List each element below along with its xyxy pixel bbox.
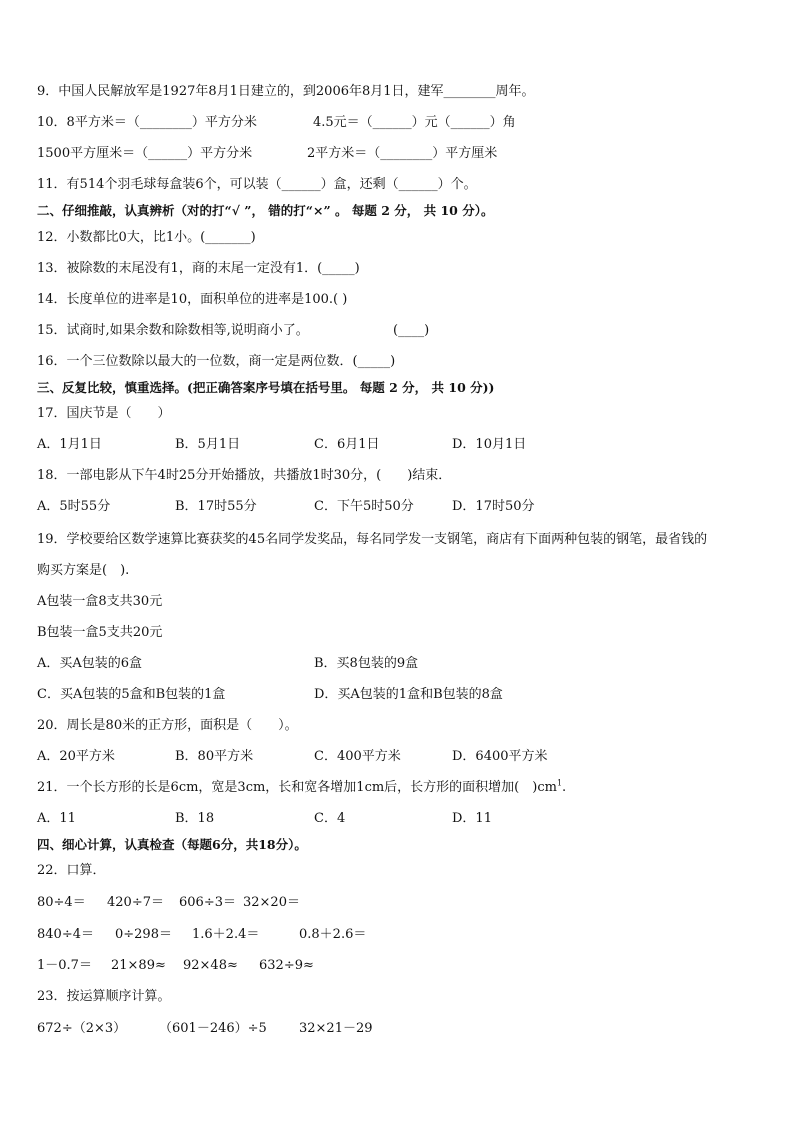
question-10-part-b: 4.5元＝（______）元（______）角 xyxy=(313,115,516,130)
calc-item: 92×48≈ xyxy=(183,958,238,973)
calc-item: 1.6＋2.4＝ xyxy=(192,927,260,942)
calc-item: 1－0.7＝ xyxy=(37,958,92,973)
question-20: 20．周长是80米的正方形，面积是（ ）。 xyxy=(37,718,298,733)
calc-item: 21×89≈ xyxy=(111,958,166,973)
question-16: 16．一个三位数除以最大的一位数，商一定是两位数．(_____) xyxy=(37,354,396,369)
option-c: C．400平方米 xyxy=(314,749,401,764)
calc-item: 606÷3＝ xyxy=(179,895,236,910)
section-4-heading: 四、细心计算，认真检查（每题6分，共18分）。 xyxy=(37,837,307,852)
question-19-package-a: A包装一盒8支共30元 xyxy=(37,594,163,609)
calc-item: 0÷298＝ xyxy=(115,927,172,942)
calc-item: 80÷4＝ xyxy=(37,895,86,910)
question-22: 22．口算． xyxy=(37,863,106,878)
question-15 xyxy=(37,322,430,340)
question-18: 18．一部电影从下午4时25分开始播放，共播放1时30分，( )结束． xyxy=(37,468,452,483)
question-17: 17．国庆节是（ ） xyxy=(37,406,171,421)
option-c: C．6月1日 xyxy=(314,437,380,452)
question-15-blank: (____) xyxy=(393,323,430,338)
option-b: B．5月1日 xyxy=(175,437,241,452)
question-21-text: 21．一个长方形的长是6cm，宽是3cm，长和宽各增加1cm后，长方形的面积增加( )cm xyxy=(37,780,557,795)
calc-item: 32×21－29 xyxy=(299,1021,373,1036)
option-b: B．17时55分 xyxy=(175,499,257,514)
question-21-exponent: 1 xyxy=(556,778,563,788)
option-b: B．80平方米 xyxy=(175,749,254,764)
question-21 xyxy=(37,779,566,797)
question-13: 13．被除数的末尾没有1，商的末尾一定没有1．(_____) xyxy=(37,261,360,276)
calc-item: 420÷7＝ xyxy=(107,895,164,910)
question-9: 9．中国人民解放军是1927年8月1日建立的，到2006年8月1日，建军________周年。 xyxy=(37,84,535,99)
calc-item: 840÷4＝ xyxy=(37,927,94,942)
question-15-text: 15．试商时,如果余数和除数相等,说明商小了。 xyxy=(37,323,309,338)
section-3-heading: 三、反复比较，慎重选择。(把正确答案序号填在括号里。 每题 2 分， 共 10 分)) xyxy=(37,380,495,395)
question-10-part-a: 10．8平方米＝（________）平方分米 xyxy=(37,115,257,130)
question-12: 12．小数都比0大，比1小。(_______) xyxy=(37,230,256,245)
option-a: A．5时55分 xyxy=(37,499,111,514)
option-c: C．买A包装的5盒和B包装的1盒 xyxy=(37,687,226,702)
question-10-continued xyxy=(37,145,498,163)
option-a: A．1月1日 xyxy=(37,437,102,452)
option-d: D．买A包装的1盒和B包装的8盒 xyxy=(314,687,503,702)
option-a: A．11 xyxy=(37,811,76,826)
question-19-continued: 购买方案是( ). xyxy=(37,563,130,578)
calc-item: 0.8＋2.6＝ xyxy=(299,927,367,942)
question-21-end: . xyxy=(562,780,567,795)
calc-item: （601－246）÷5 xyxy=(159,1021,267,1036)
question-23: 23．按运算顺序计算。 xyxy=(37,989,171,1004)
option-d: D．10月1日 xyxy=(452,437,527,452)
option-a: A．买A包装的6盒 xyxy=(37,656,143,671)
option-c: C．下午5时50分 xyxy=(314,499,414,514)
calc-item: 32×20＝ xyxy=(243,895,300,910)
section-2-heading: 二、仔细推敲，认真辨析（对的打“√ ”， 错的打“×” 。 每题 2 分， 共 10 分）。 xyxy=(37,203,494,218)
question-10-part-d: 2平方米＝（________）平方厘米 xyxy=(307,146,498,161)
question-11: 11．有514个羽毛球每盒装6个，可以装（______）盒，还剩（______）个。 xyxy=(37,177,477,192)
calc-item: 672÷（2×3） xyxy=(37,1021,127,1036)
option-c: C．4 xyxy=(314,811,346,826)
question-19-package-b: B包装一盒5支共20元 xyxy=(37,625,163,640)
option-b: B．18 xyxy=(175,811,215,826)
option-d: D．11 xyxy=(452,811,492,826)
option-d: D．6400平方米 xyxy=(452,749,548,764)
option-a: A．20平方米 xyxy=(37,749,115,764)
option-d: D．17时50分 xyxy=(452,499,535,514)
question-10-part-c: 1500平方厘米＝（______）平方分米 xyxy=(37,146,253,161)
option-b: B．买8包装的9盒 xyxy=(314,656,419,671)
question-19: 19．学校要给区数学速算比赛获奖的45名同学发奖品，每名同学发一支钢笔，商店有下面两种包装的钢笔，最省钱的 xyxy=(37,532,708,547)
calc-item: 632÷9≈ xyxy=(259,958,314,973)
question-14: 14．长度单位的进率是10，面积单位的进率是100.( ) xyxy=(37,292,348,307)
question-10 xyxy=(37,114,516,132)
